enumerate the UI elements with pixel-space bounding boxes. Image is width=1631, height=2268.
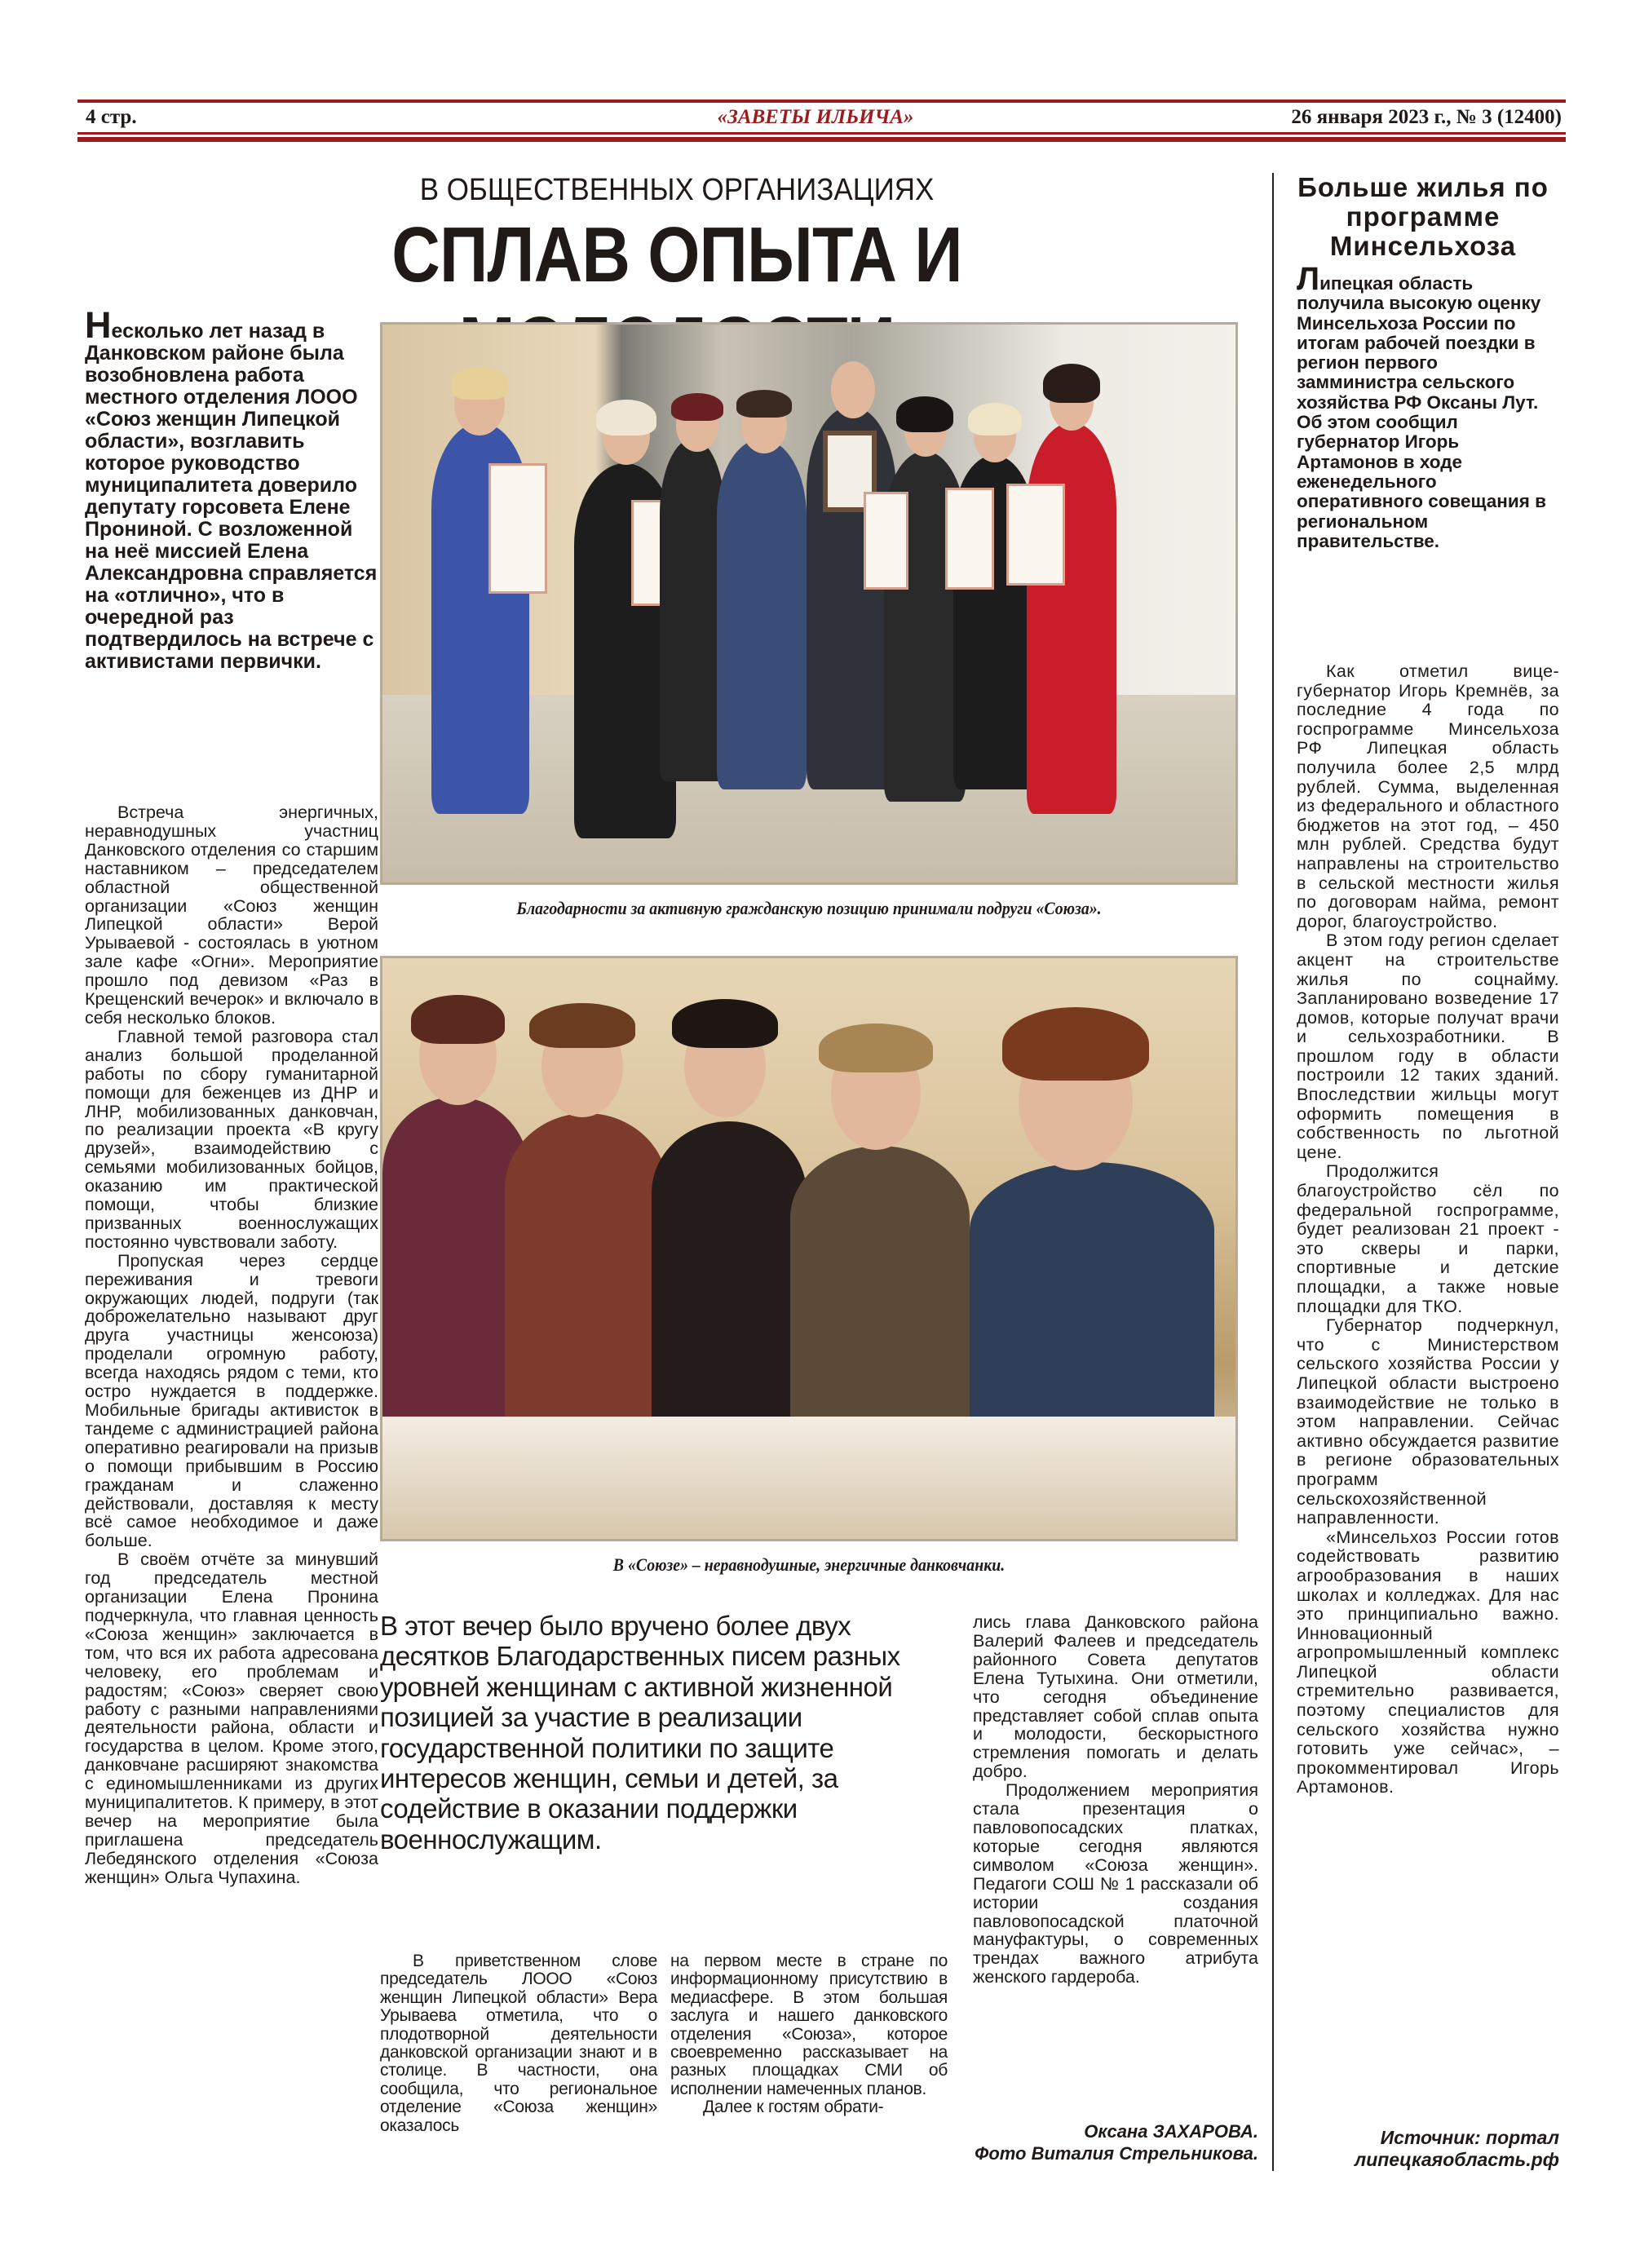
byline-author: Оксана ЗАХАРОВА. — [1084, 2121, 1258, 2142]
photo-person — [1027, 422, 1116, 814]
paragraph: на первом месте в стране по информационному присутствию в медиасфере. В этом большая заслуга и нашего данковского отделения «Союза», которое своевременно рассказывает на разных площадках СМИ об исполнении намеченных планов. — [670, 1952, 948, 2098]
photo-caption-1: Благодарности за активную гражданскую позицию принимали подруги «Союза». — [516, 898, 1102, 918]
paragraph: лись глава Данковского района Валерий Фалеев и председатель районного Совета депутатов Елена Тутыхина. Они отметили, что сегодня объединение представляет собой сплав опыта и молодости, бескорыстного стремления помогать и делать добро. — [973, 1612, 1258, 1782]
photo-person-head — [831, 361, 875, 418]
photo-certificate — [488, 463, 547, 594]
paragraph: В своём отчёте за минувший год председатель местной организации Елена Пронина подчеркнула, что главная ценность «Союза женщин» заключается в том, что вся их работа адресована человеку, его проблемам и радостям; «Союз» сверяет свою работу с разными направлениями деятельности района, области и государства в целом. Кроме этого, данковчане расширяют знакомства с единомышленниками из других муниципалитетов. К примеру, в этот вечер на мероприятие была приглашена председатель Лебедянского отделения «Союза женщин» Ольга Чупахина. — [85, 1550, 378, 1887]
photo-person-hair — [736, 390, 792, 418]
paragraph: В приветственном слове председатель ЛООО «Союз женщин Липецкой области» Вера Урываева отметила, что о плодотворной деятельности данковской организации знают и в столице. В частности, она сообщила, что региональное отделение «Союза женщин» оказалось — [380, 1952, 657, 2135]
drop-cap: Л — [1297, 261, 1320, 297]
photo-person-hair — [672, 999, 778, 1048]
photo-person — [652, 1121, 807, 1448]
paragraph: Главной темой разговора стал анализ большой проделанной работы по сбору гуманитарной помощи для беженцев из ДНР и ЛНР, мобилизованных данковчан, по реализации проекта «В кругу друзей», взаимодействию с семьями мобилизованных бойцов, оказанию им практической помощи, чтобы близкие призванных военнослужащих постоянно чувствовали заботу. — [85, 1026, 378, 1252]
photo-person — [717, 439, 807, 789]
paragraph: Как отметил вице-губернатор Игорь Кремнёв, за последние 4 года по госпрограмме Минсельхоза РФ Липецкая область получила более 2,5 млрд рублей. Сумма, выделенная из федерального и областного бюджетов на этот год, – 450 млн рублей. Средства будут направлены на строительство в сельской местности жилья по договорам найма, ремонт дорог, благоустройство. — [1297, 661, 1559, 931]
photo-award-group — [380, 322, 1238, 885]
drop-cap: Н — [85, 304, 112, 346]
lead-text: есколько лет назад в Данковском районе была возобновлена работа местного отделения ЛООО «Союз женщин Липецкой области», возглавить которое руководство муниципалитета доверило депутату горсовета Елене Прониной. С возложенной на неё миссией Елена Александровна справляется на «отлично», что в очередной раз подтвердилось на встрече с активистами первички. — [85, 320, 378, 673]
page-number: 4 стр. — [86, 106, 137, 128]
paragraph: Губернатор подчеркнул, что с Министерством сельского хозяйства России у Липецкой области выстроено взаимодействие не только в этом направлении. Сейчас активно обсуждается развитие в регионе образовательных программ сельскохозяйственной направленности. — [1297, 1315, 1559, 1528]
photo-person-hair — [1043, 364, 1100, 403]
paragraph: Продолжится благоустройство сёл по федеральной госпрограмме, будет реализован 21 проект - это скверы и парки, спортивные и детские площадки, а также новые площадки для ТКО. — [1297, 1161, 1559, 1316]
photo-certificate — [864, 492, 908, 590]
header-rule-bottom-thin — [77, 132, 1566, 135]
photo-table — [382, 1417, 1235, 1539]
issue-date: 26 января 2023 г., № 3 (12400) — [1291, 106, 1562, 128]
sidebar-lead — [1297, 261, 1559, 551]
photo-person-hair — [596, 400, 656, 435]
photo-person-hair — [968, 403, 1022, 435]
article-column-1 — [85, 803, 378, 1887]
headline: СПЛАВ ОПЫТА И — [391, 211, 962, 298]
rubric: В ОБЩЕСТВЕННЫХ ОРГАНИЗАЦИЯХ — [419, 173, 935, 207]
sidebar-body — [1297, 662, 1559, 1797]
header-rule-bottom-thick — [77, 137, 1566, 142]
header-rule-top — [77, 99, 1566, 103]
article-column-2 — [380, 1952, 657, 2135]
sidebar-source: Источник: портал липецкаяобласть.рф — [1354, 2127, 1559, 2170]
paragraph: Продолжением мероприятия стала презентация о павловопосадских платках, которые сегодня являются символом «Союза женщин». Педагоги СОШ № 1 рассказали об истории создания павловопосадской платочной мануфактуры, о современных трендах важного атрибута женского гардероба. — [973, 1780, 1258, 1987]
byline-photo-credit: Фото Виталия Стрельникова. — [975, 2143, 1258, 2164]
photo-women-at-table — [380, 956, 1238, 1541]
photo-person-hair — [411, 995, 505, 1044]
article-lead — [85, 304, 378, 673]
article-byline — [973, 2120, 1258, 2164]
photo-person-hair — [451, 367, 508, 400]
pull-quote: В этот вечер было вручено более двух десятков Благодарственных писем разных уровней женщинам с активной жизненной позицией за участие в реализации государственной политики по защите интересов женщин, семьи и детей, за содействие в оказании поддержки военнослужащим. — [380, 1611, 900, 1855]
photo-person-hair — [896, 396, 953, 432]
sidebar-headline: Больше жилья по программе Минсельхоза — [1297, 172, 1549, 261]
photo-person — [660, 439, 725, 781]
lead-text: ипецкая область получила высокую оценку Минсельхоза России по итогам рабочей поездки в регион первого замминистра сельского хозяйства РФ Оксаны Лут. Об этом сообщил губернатор Игорь Артамонов в ходе еженедельного оперативного совещания в региональном правительстве. — [1297, 273, 1546, 551]
article-column-3 — [670, 1952, 948, 2117]
photo-certificate — [945, 488, 994, 590]
paragraph: «Минсельхоз России готов содействовать развитию агрообразования в наших школах и колледжах. Для нас это принципиально важно. Инновационный агропромышленный комплекс Липецкой области стремительно развивается, поэтому специалистов для сельского хозяйства нужно готовить уже сейчас», – прокомментировал Игорь Артамонов. — [1297, 1527, 1559, 1797]
paragraph: Пропуская через сердце переживания и тревоги окружающих людей, подруги (так доброжелательно называют друг друга участницы женсоюза) проделали огромную работу, всегда находясь рядом с теми, кто остро нуждается в поддержке. Мобильные бригады активисток в тандеме с администрацией района оперативно реагировали на призыв о помощи прибывшим в Россию гражданам и слаженно действовали, доставляя к месту всё самое необходимое и даже больше. — [85, 1250, 378, 1551]
article-column-4 — [973, 1613, 1258, 1987]
photo-person-hair — [671, 393, 723, 421]
paragraph: Далее к гостям обрати- — [703, 2098, 884, 2117]
newspaper-name: «ЗАВЕТЫ ИЛЬИЧА» — [717, 106, 914, 128]
photo-certificate — [1006, 484, 1065, 586]
photo-person-hair — [819, 1023, 933, 1072]
photo-person — [505, 1113, 668, 1456]
photo-person-hair — [1002, 1007, 1149, 1081]
paragraph: В этом году регион сделает акцент на строительстве жилья по соцнайму. Запланировано возведение 17 домов, которые получат врачи и сельхозработники. В прошлом году в области построили 12 таких зданий. Впоследствии жильцы могут оформить помещения в собственность по льготной цене. — [1297, 931, 1559, 1162]
photo-caption-2: В «Союзе» – неравнодушные, энергичные данковчанки. — [612, 1554, 1006, 1575]
column-divider — [1272, 173, 1274, 2171]
paragraph: Встреча энергичных, неравнодушных участниц Данковского отделения со старшим наставником – председателем областной общественной организации «Союз женщин Липецкой области» Верой Урываевой - состоялась в уютном зале кафе «Огни». Мероприятие прошло под девизом «Раз в Крещенский вечерок» и включало в себя несколько блоков. — [85, 802, 378, 1028]
photo-person-hair — [529, 1003, 635, 1048]
